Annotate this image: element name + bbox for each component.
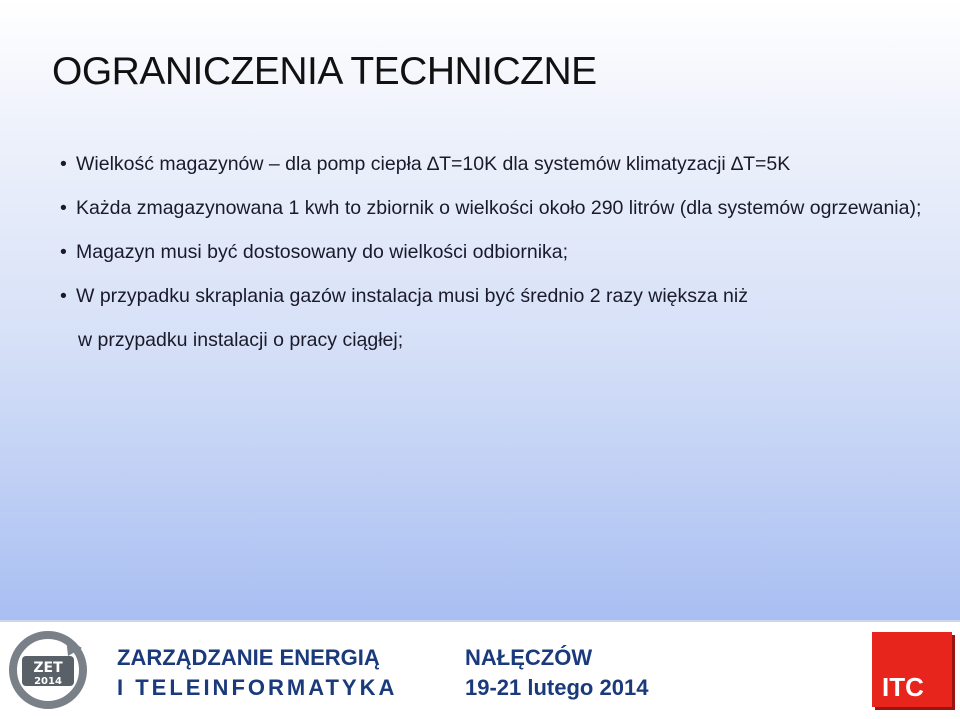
- footer-place: NAŁĘCZÓW: [465, 645, 593, 670]
- logo-text-bottom: 2014: [34, 676, 62, 687]
- bullet-item: [60, 282, 950, 326]
- bullet-dot-icon: •: [60, 197, 67, 219]
- bullet-continuation: w przypadku instalacji o pracy ciągłej;: [78, 329, 404, 351]
- logo-text-top: ZET: [33, 660, 63, 676]
- footer-org-line2: I TELEINFORMATYKA: [117, 675, 398, 700]
- bullet-text: Wielkość magazynów – dla pomp ciepła ∆T=10K dla systemów klimatyzacji ∆T=5K: [76, 153, 791, 175]
- bullet-text: Każda zmagazynowana 1 kwh to zbiornik o wielkości około 290 litrów (dla systemów ogrzewania);: [76, 197, 922, 219]
- zet-logo-icon: [8, 630, 88, 710]
- footer-date: 19-21 lutego 2014: [465, 675, 649, 700]
- bullet-dot-icon: •: [60, 241, 67, 263]
- bullet-text: W przypadku skraplania gazów instalacja musi być średnio 2 razy większa niż: [76, 285, 748, 307]
- bullet-item: [60, 150, 950, 194]
- bullet-list: [60, 150, 950, 370]
- bullet-dot-icon: •: [60, 285, 67, 307]
- footer-bar: [0, 620, 960, 719]
- bullet-text: Magazyn musi być dostosowany do wielkości odbiornika;: [76, 241, 569, 263]
- footer-org-line1: ZARZĄDZANIE ENERGIĄ: [117, 645, 380, 670]
- footer-divider: [0, 620, 960, 622]
- bullet-dot-icon: •: [60, 153, 67, 175]
- slide-title: OGRANICZENIA TECHNICZNE: [52, 50, 597, 93]
- itc-badge-label: ITC: [882, 672, 924, 702]
- itc-badge: [872, 632, 952, 707]
- bullet-item: [60, 238, 950, 282]
- bullet-item: [60, 194, 950, 238]
